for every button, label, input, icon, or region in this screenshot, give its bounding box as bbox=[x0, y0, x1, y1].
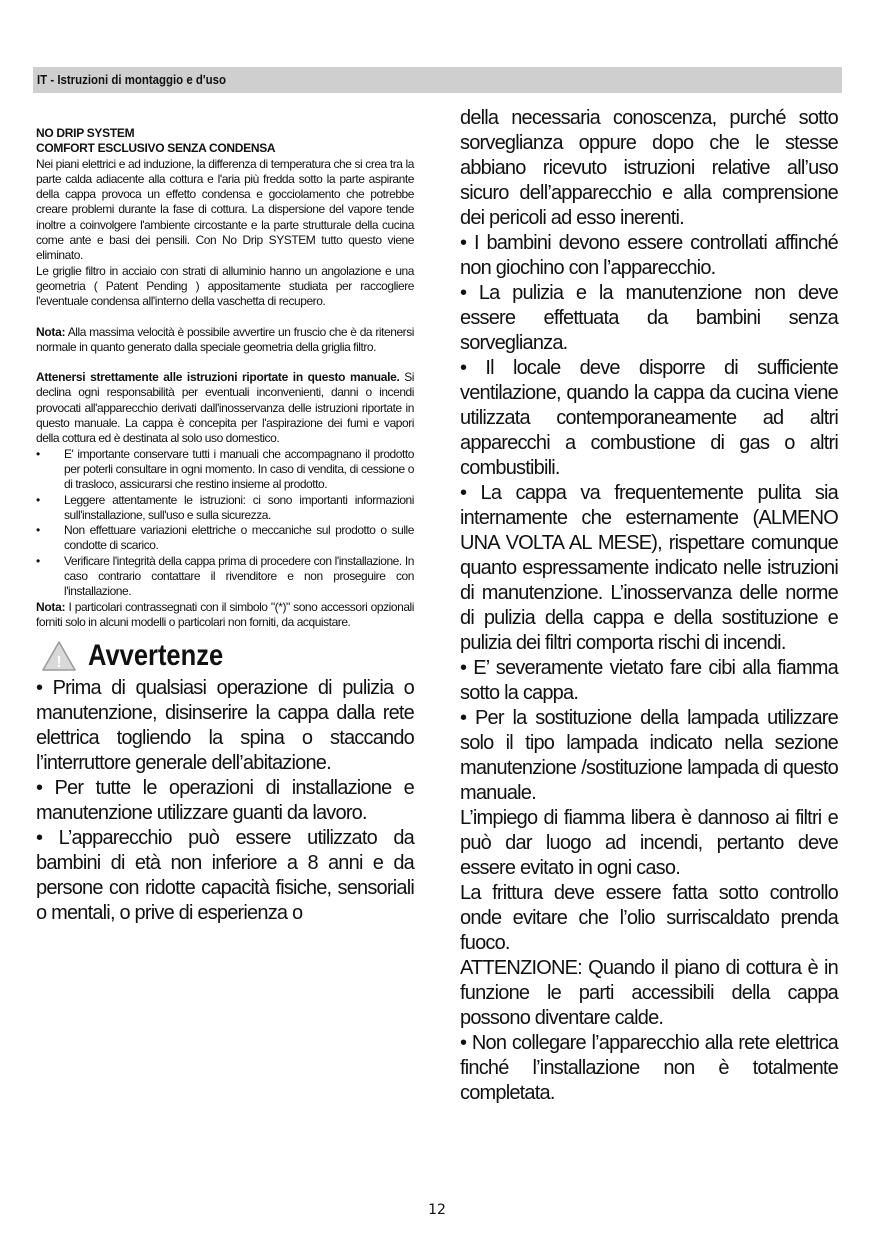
warning-icon bbox=[42, 641, 76, 671]
list-item: • E' importante conservare tutti i manuali che accompagnano il prodotto per poterli consultare in ogni momento. In caso di vendita, di cessione o di trasloco, assicurarsi che restino insieme al prodotto. bbox=[36, 446, 414, 492]
warning-paragraph: La frittura deve essere fatta sotto controllo onde evitare che l’olio surriscaldato prenda fuoco. bbox=[460, 882, 838, 954]
warning-paragraph: • E’ severamente vietato fare cibi alla fiamma sotto la cappa. bbox=[460, 657, 838, 704]
right-column bbox=[460, 106, 838, 1106]
list-item: • Leggere attentamente le istruzioni: ci sono importanti informazioni sull'installazione, sull'uso e sulla sicurezza. bbox=[36, 492, 414, 522]
bullet-dot: • bbox=[36, 492, 40, 507]
attention-text: Si declina ogni responsabilità per eventuali inconvenienti, danni o incendi provocati all'apparecchio derivati dall'inosservanza delle istruzioni riportate in questo manuale. La cappa è concepita per l'aspirazione dei fumi e vapori della cottura ed è destinata al solo uso domestico. bbox=[36, 370, 414, 446]
warning-paragraph: • Per la sostituzione della lampada utilizzare solo il tipo lampada indicato nella sezione manutenzione /sostituzione lampada di questo manuale. bbox=[460, 707, 838, 804]
page-number: 12 bbox=[428, 1202, 446, 1218]
warning-paragraph: L’impiego di fiamma libera è dannoso ai filtri e può dar luogo ad incendi, pertanto deve essere evitato in ogni caso. bbox=[460, 807, 838, 879]
note-noise bbox=[36, 325, 414, 356]
note-label: Nota: bbox=[36, 599, 66, 614]
warning-paragraph: • Il locale deve disporre di sufficiente ventilazione, quando la cappa da cucina viene utilizzata contemporaneamente ad altri apparecchi a combustione di gas o altri combustibili. bbox=[460, 357, 838, 479]
bullet-dot: • bbox=[36, 523, 40, 538]
warning-paragraph: • La cappa va frequentemente pulita sia internamente che esternamente (ALMENO UNA VOLTA AL MESE), rispettare comunque quanto espressamente indicato nelle istruzioni di manutenzione. L’inosservanza delle norme di pulizia della cappa e della sostituzione e pulizia dei filtri comporta rischi di incendi. bbox=[460, 482, 838, 654]
left-column bbox=[36, 126, 414, 926]
list-item: • Non effettuare variazioni elettriche o meccaniche sul prodotto o sulle condotte di scarico. bbox=[36, 523, 414, 553]
warning-paragraph: • I bambini devono essere controllati affinché non giochino con l’apparecchio. bbox=[460, 232, 838, 279]
attention-bold: Attenersi strettamente alle istruzioni riportate in questo manuale. bbox=[36, 370, 400, 385]
warning-paragraph: ATTENZIONE: Quando il piano di cottura è in funzione le parti accessibili della cappa possono diventare calde. bbox=[460, 957, 838, 1029]
paragraph-no-drip: Nei piani elettrici e ad induzione, la differenza di temperatura che si crea tra la parte calda adiacente alla cottura e l'aria più fredda sotto la parte aspirante della cappa provoca un effetto condensa e gocciolamento che potrebbe creare problemi durante la fase di cottura. La dispersione del vapore tende inoltre a coinvolgere l'ambiente circostante e la parte strutturale della cucina come ante e basi dei pensili. Con No Drip SYSTEM tutto questo viene eliminato. bbox=[36, 156, 414, 263]
note-optional bbox=[36, 600, 414, 631]
heading-comfort: COMFORT ESCLUSIVO SENZA CONDENSA bbox=[36, 141, 276, 156]
bullet-dot: • bbox=[36, 446, 40, 461]
warning-paragraph: della necessaria conoscenza, purché sotto sorveglianza oppure dopo che le stesse abbiano ricevuto istruzioni relative all’uso sicuro dell’apparecchio e alla comprensione dei pericoli ad esso inerenti. bbox=[460, 107, 838, 229]
warning-paragraph: • L’apparecchio può essere utilizzato da bambini di età non inferiore a 8 anni e da persone con ridotte capacità fisiche, sensoriali o mentali, o prive di esperienza o bbox=[36, 827, 414, 925]
warning-paragraph: • Per tutte le operazioni di installazione e manutenzione utilizzare guanti da lavoro. bbox=[36, 777, 414, 825]
warning-title: Avvertenze bbox=[88, 639, 224, 673]
attention-paragraph bbox=[36, 370, 414, 446]
svg-text:!: ! bbox=[56, 654, 62, 672]
header-bar bbox=[33, 67, 842, 93]
heading-no-drip: NO DRIP SYSTEM bbox=[36, 126, 135, 140]
warning-paragraph: • Non collegare l’apparecchio alla rete elettrica finché l’installazione non è totalmente completata. bbox=[460, 1032, 838, 1104]
note-text: I particolari contrassegnati con il simbolo "(*)" sono accessori opzionali forniti solo in alcuni modelli o particolari non forniti, da acquistare. bbox=[36, 599, 414, 629]
bullet-list bbox=[36, 447, 414, 600]
warning-paragraph: • Prima di qualsiasi operazione di pulizia o manutenzione, disinserire la cappa dalla rete elettrica togliendo la spina o staccando l’interruttore generale dell’abitazione. bbox=[36, 677, 414, 775]
list-item: • Verificare l'integrità della cappa prima di procedere con l'installazione. In caso contrario contattare il rivenditore e non proseguire con l'installazione. bbox=[36, 553, 414, 599]
header-title: IT - Istruzioni di montaggio e d'uso bbox=[37, 72, 226, 87]
paragraph-grids: Le griglie filtro in acciaio con strati di alluminio hanno un angolazione e una geometria ( Patent Pending ) appositamente studiata per raccogliere l'eventuale condensa all'interno della vaschetta di recupero. bbox=[36, 263, 414, 309]
note-label: Nota: bbox=[36, 324, 66, 339]
warning-heading bbox=[36, 638, 414, 674]
warning-paragraph: • La pulizia e la manutenzione non deve essere effettuata da bambini senza sorveglianza. bbox=[460, 282, 838, 354]
note-text: Alla massima velocità è possibile avvertire un fruscio che è da ritenersi normale in quanto generato dalla speciale geometria della griglia filtro. bbox=[36, 324, 414, 354]
bullet-dot: • bbox=[36, 553, 40, 568]
